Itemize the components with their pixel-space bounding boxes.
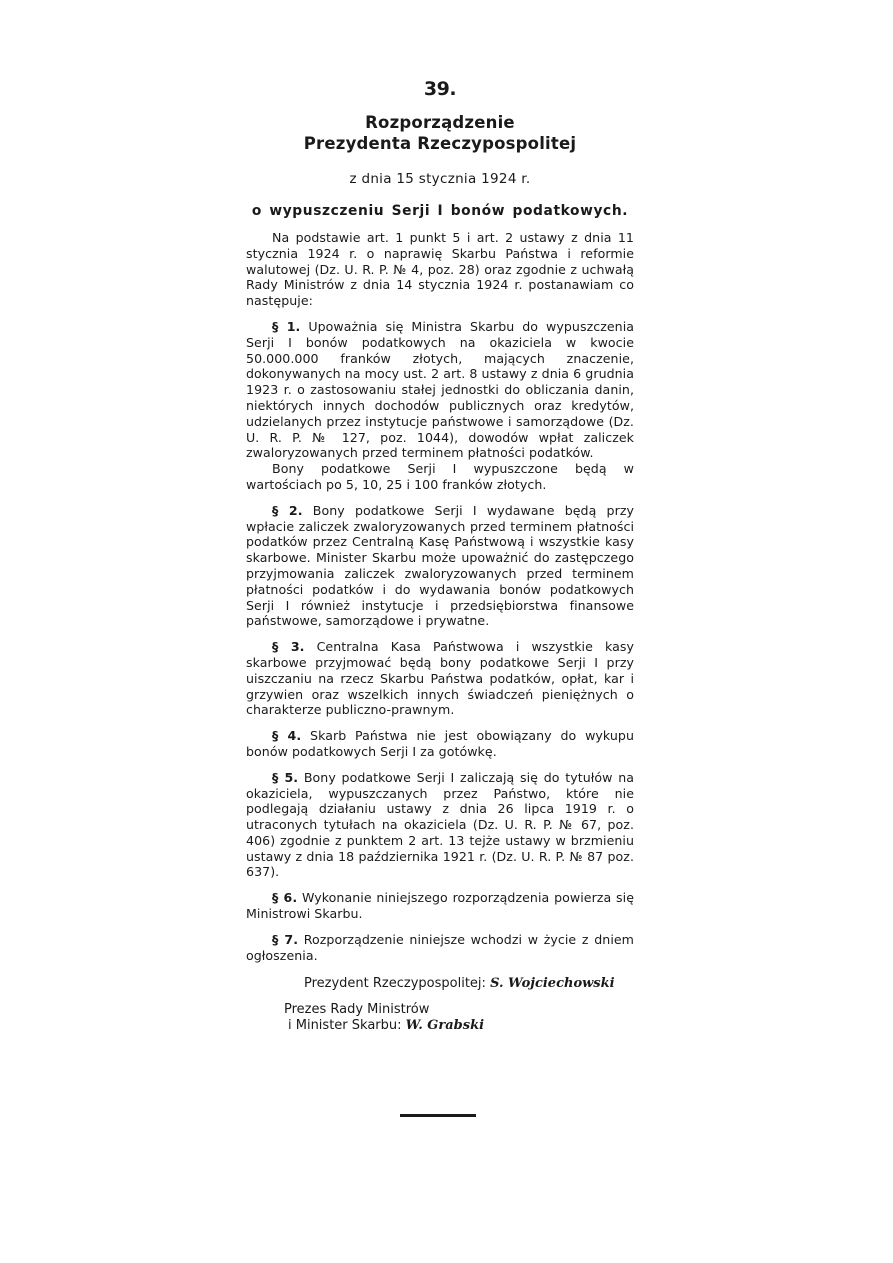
premier-signature-line-1: Prezes Rady Ministrów	[284, 1002, 430, 1018]
section-2	[246, 503, 634, 629]
section-7	[246, 932, 634, 964]
section-4-mark: § 4.	[272, 728, 302, 744]
premier-signature-line-2	[246, 1018, 634, 1034]
closing-rule	[400, 1114, 476, 1117]
president-signature	[246, 975, 634, 992]
section-2-text: Bony podatkowe Serji I wydawane będą przy wpłacie zaliczek zwaloryzowanych przed terminem płatności podatków przez Centralną Kasę Państwową i wszystkie kasy skarbowe. Minister Skarbu może upoważnić do zastępczego przyjmowania zaliczek zwaloryzowanych przed terminem płatności podatków i do wydawania bonów podatkowych Serji I również instytucje i przedsiębiorstwa finansowe państwowe, samorządowe i prywatne.	[246, 502, 634, 629]
section-5-text: Bony podatkowe Serji I zaliczają się do tytułów na okaziciela, wypuszczanych przez Państwo, które nie podlegają działaniu ustawy z dnia 26 lipca 1919 r. o utraconych tytułach na okaziciela (Dz. U. R. P. № 67, poz. 406) zgodnie z punktem 2 art. 13 tejże ustawy w brzmieniu ustawy z dnia 18 października 1921 r. (Dz. U. R. P. № 87 poz. 637).	[246, 769, 634, 880]
section-6-mark: § 6.	[272, 890, 298, 906]
section-1-paragraph-2: Bony podatkowe Serji I wypuszczone będą w wartościach po 5, 10, 25 i 100 franków złotych.	[246, 461, 634, 492]
premier-name: W. Grabski	[405, 1018, 485, 1034]
section-5-mark: § 5.	[272, 769, 299, 785]
section-6	[246, 890, 634, 922]
section-1	[246, 319, 634, 461]
section-1-mark: § 1.	[272, 318, 301, 334]
president-name: S. Wojciechowski	[490, 976, 615, 992]
section-3-text: Centralna Kasa Państwowa i wszystkie kasy skarbowe przyjmować będą bony podatkowe Serji I przy uiszczaniu na rzecz Skarbu Państwa podatków, opłat, kar i grzywien oraz wszelkich innych świadczeń pieniężnych o charakterze publiczno-prawnym.	[246, 639, 634, 718]
document-title	[246, 112, 634, 154]
title-line-2: Prezydenta Rzeczypospolitej	[303, 134, 577, 153]
document-number: 39.	[423, 78, 457, 100]
section-2-mark: § 2.	[272, 502, 303, 518]
section-4	[246, 728, 634, 760]
document-date: z dnia 15 stycznia 1924 r.	[349, 171, 531, 187]
section-4-text: Skarb Państwa nie jest obowiązany do wykupu bonów podatkowych Serji I za gotówkę.	[246, 728, 634, 759]
document-page	[246, 78, 634, 1034]
president-label: Prezydent Rzeczypospolitej:	[304, 976, 486, 992]
document-subject: o wypuszczeniu Serji I bonów podatkowych.	[251, 203, 629, 219]
section-5	[246, 770, 634, 881]
intro-paragraph: Na podstawie art. 1 punkt 5 i art. 2 ustawy z dnia 11 stycznia 1924 r. o naprawię Skarbu Państwa i reformie walutowej (Dz. U. R. P. № 4, poz. 28) oraz zgodnie z uchwałą Rady Ministrów z dnia 14 stycznia 1924 r. postanawiam co następuje:	[246, 230, 634, 309]
section-6-text: Wykonanie niniejszego rozporządzenia powierza się Ministrowi Skarbu.	[246, 890, 634, 922]
section-3	[246, 639, 634, 718]
title-line-1: Rozporządzenie	[365, 113, 515, 132]
section-3-mark: § 3.	[272, 639, 305, 655]
section-7-text: Rozporządzenie niniejsze wchodzi w życie z dniem ogłoszenia.	[246, 931, 634, 963]
section-7-mark: § 7.	[272, 931, 299, 947]
premier-title: i Minister Skarbu:	[288, 1018, 402, 1034]
section-1-text: Upoważnia się Ministra Skarbu do wypuszczenia Serji I bonów podatkowych na okaziciela w kwocie 50.000.000 franków złotych, mających znaczenie, dokonywanych na mocy ust. 2 art. 8 ustawy z dnia 6 grudnia 1923 r. o zastosowaniu stałej jednostki do obliczania danin, niektórych innych dochodów publicznych oraz kredytów, udzielanych przez instytucje państwowe i samorządowe (Dz. U. R. P. № 127, poz. 1044), dowodów wpłat zaliczek zwaloryzowanych przed terminem płatności podatków.	[246, 318, 635, 461]
